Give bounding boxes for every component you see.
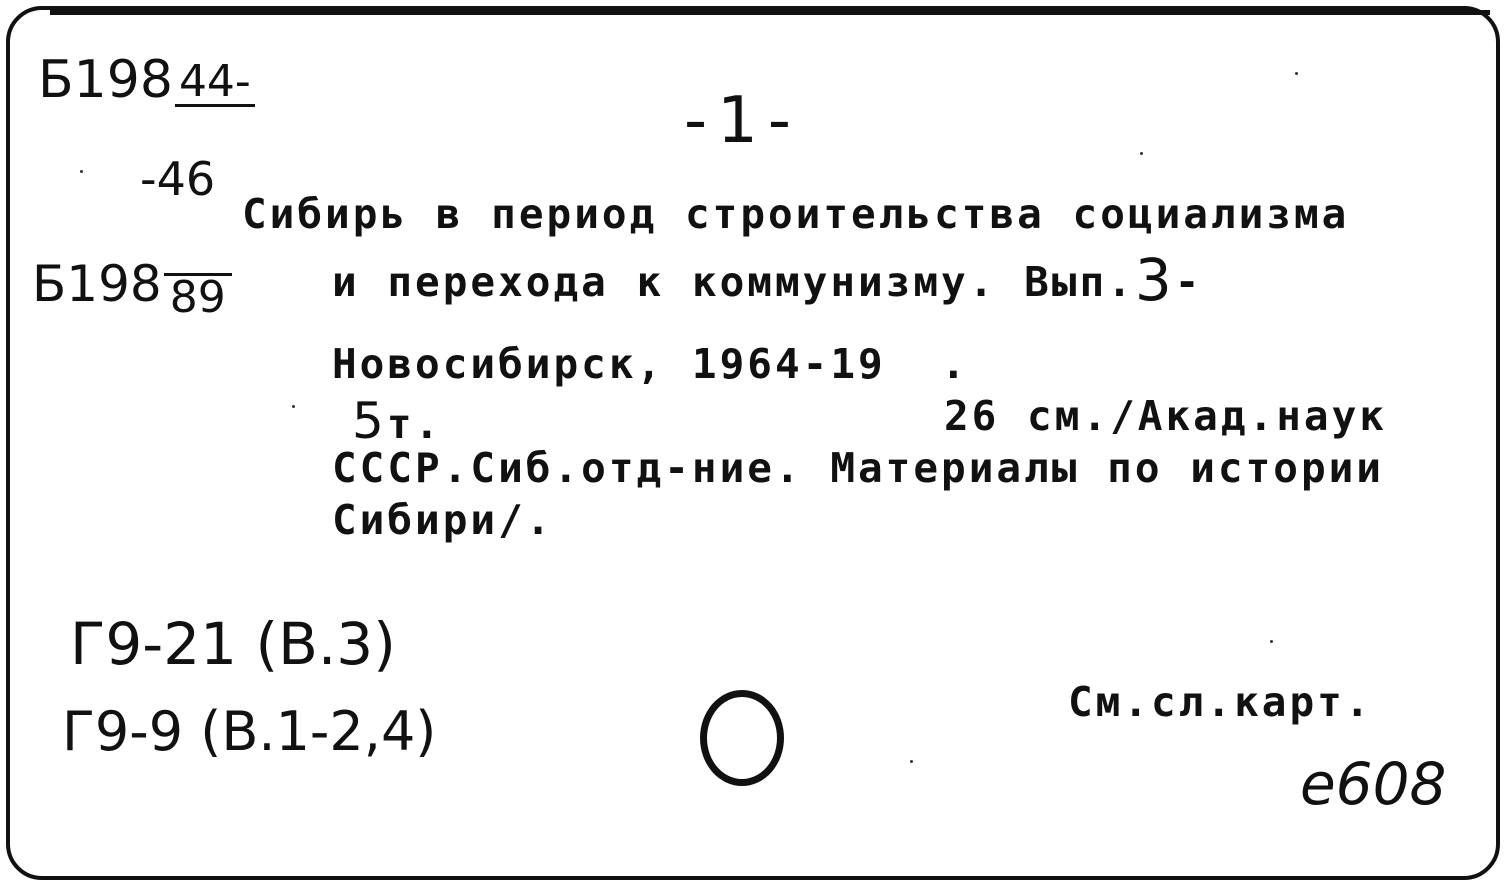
shelf-mark-second-prefix: Б198: [32, 255, 162, 313]
speck: [292, 405, 295, 408]
shelf-mark-second-fraction: [164, 255, 232, 323]
volumes-suffix: т.: [386, 400, 443, 448]
shelf-mark-top-numerator: 44-: [175, 60, 255, 107]
see-next-card: См.сл.карт.: [1068, 678, 1373, 726]
shelf-mark-second: [32, 255, 232, 323]
speck: [910, 760, 913, 763]
title-line-2-text: и перехода к коммунизму. Вып.: [332, 258, 1135, 306]
page-number: -1-: [684, 84, 801, 158]
card-top-edge: [50, 10, 1490, 15]
shelf-mark-top: [38, 50, 255, 110]
shelf-mark-top-prefix: Б198: [38, 50, 173, 110]
speck: [1140, 152, 1143, 155]
title-line-1: Сибирь в период строительства социализма: [242, 190, 1350, 238]
call-number-2: Г9-9 (В.1-2,4): [62, 700, 437, 763]
size-and-series-1: 26 см./Акад.наук: [944, 392, 1387, 440]
speck: [1270, 640, 1273, 643]
volumes: [352, 392, 442, 450]
series-line-3: Сибири/.: [332, 496, 554, 544]
speck: [1295, 72, 1298, 75]
shelf-mark-top-fraction: [175, 55, 255, 107]
volumes-handwritten: 5: [352, 392, 387, 450]
speck: [80, 170, 83, 173]
card-hole-circle: [700, 690, 784, 786]
inventory-mark: е608: [1300, 750, 1447, 818]
title-line-2: [332, 242, 1203, 314]
shelf-mark-second-denominator: 89: [169, 272, 226, 323]
call-number-1: Г9-21 (В.3): [70, 610, 396, 678]
title-line-2-tail: -: [1174, 258, 1203, 306]
issue-number-handwritten: 3: [1134, 246, 1175, 314]
shelf-mark-top-continuation: -46: [140, 152, 216, 206]
series-line-2: СССР.Сиб.отд-ние. Материалы по истории: [332, 444, 1384, 492]
imprint-line: Новосибирск, 1964-19 .: [332, 340, 969, 388]
